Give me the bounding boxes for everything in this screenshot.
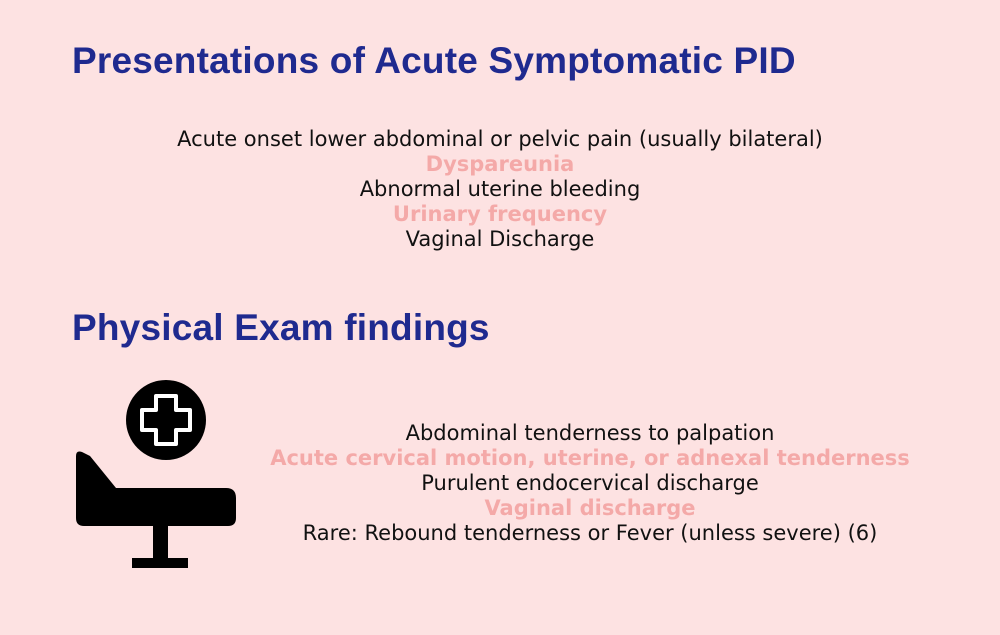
exam-bed-medical-cross-icon [76,380,238,572]
table-base [132,558,188,568]
table-top [76,452,236,527]
section2-title: Physical Exam findings [72,307,490,348]
list-item: Acute onset lower abdominal or pelvic pain (usually bilateral) [177,127,823,151]
badge-circle [126,380,206,460]
list-item: Urinary frequency [392,202,608,226]
list-item: Dyspareunia [425,152,575,176]
list-item: Vaginal Discharge [405,227,595,251]
list-item: Abdominal tenderness to palpation [405,421,775,445]
presentations-list [100,127,900,252]
list-item: Vaginal discharge [484,496,696,520]
table-post [153,526,168,558]
list-item: Abnormal uterine bleeding [359,177,641,201]
exam-findings-list [265,421,915,546]
list-item: Rare: Rebound tenderness or Fever (unless severe) (6) [302,521,878,545]
list-item: Purulent endocervical discharge [421,471,759,495]
list-item: Acute cervical motion, uterine, or adnexal tenderness [270,446,910,470]
section1-title: Presentations of Acute Symptomatic PID [72,40,796,81]
